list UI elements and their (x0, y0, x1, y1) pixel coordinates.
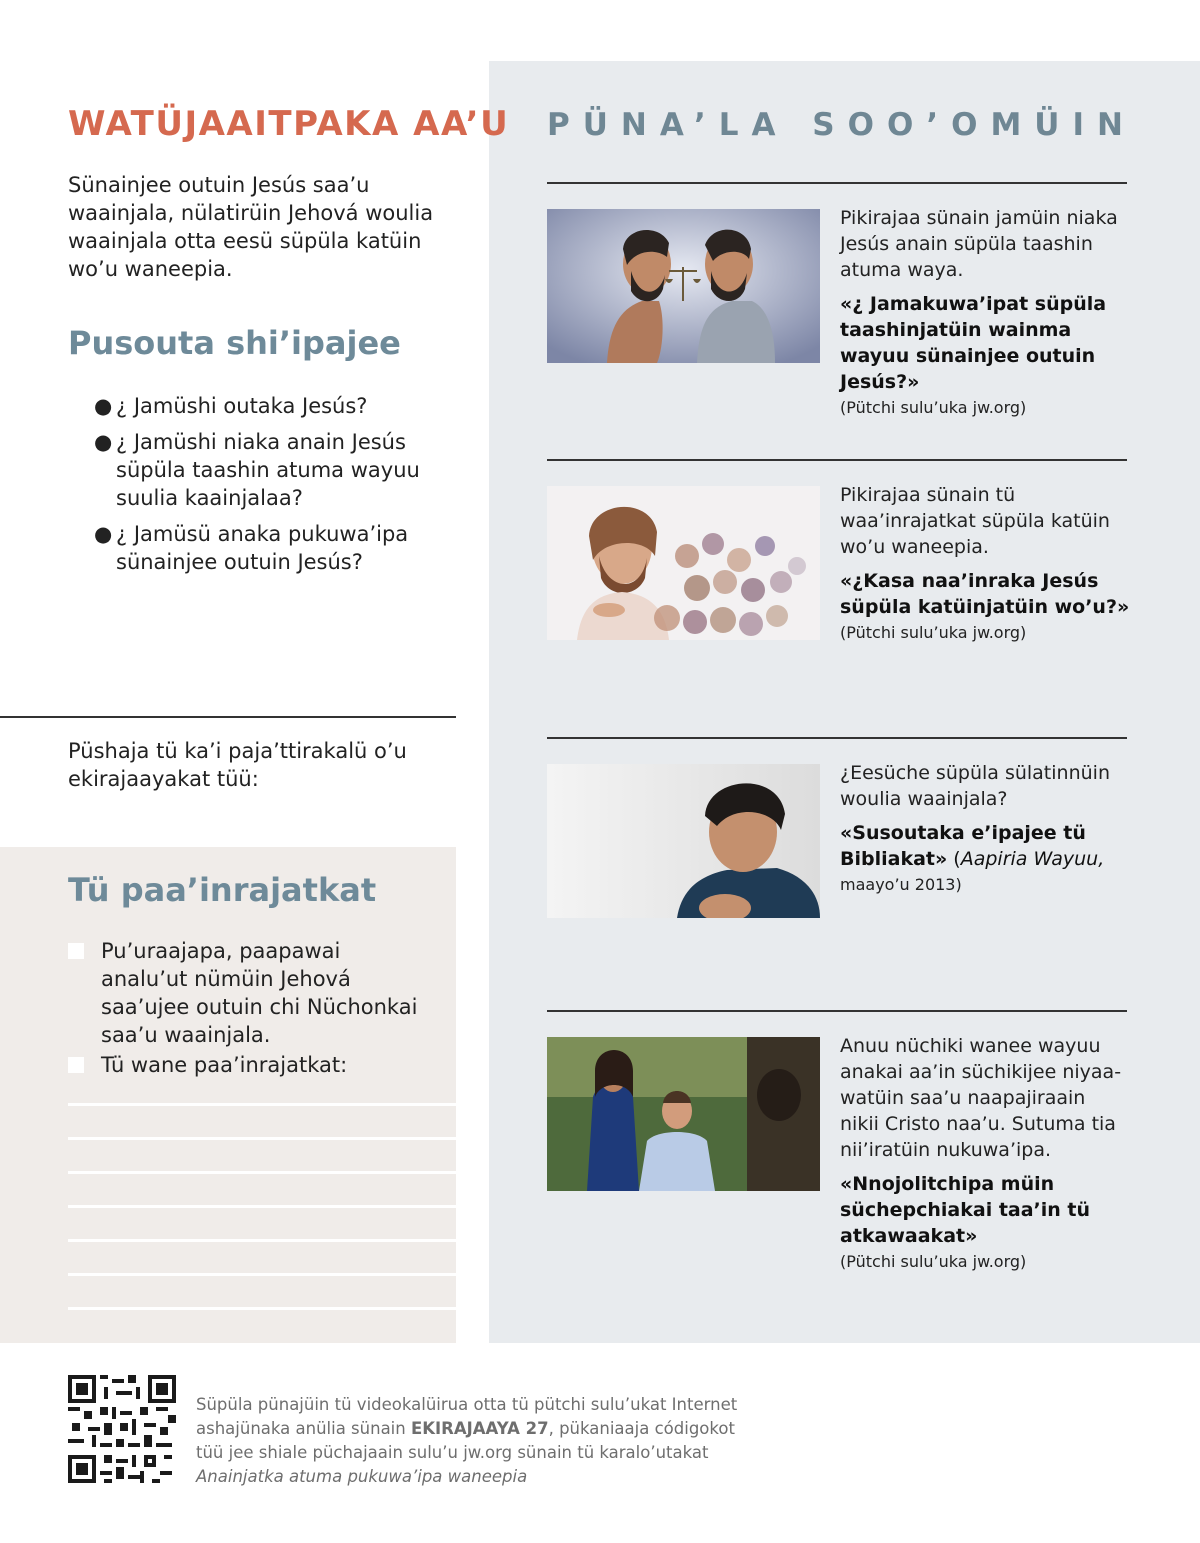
list-item (94, 392, 434, 420)
divider (0, 716, 456, 718)
two-men-scale-illustration[interactable] (547, 209, 820, 363)
goals-heading: Tü paa’inrajatkat (68, 871, 377, 909)
resource-link-title[interactable]: «¿ Jamakuwa’ipat süpüla taashinjatüin wainma wayuu sünainjee outuin Jesús?» (840, 293, 1107, 393)
resource-description: Anuu nüchiki wanee wayuu anakai aa’in süchikijee niyaawatüin saa’u naapajiraain nikii Cristo naa’u. Sutuma tia nii’iratüin nukuwa’ipa. (840, 1035, 1122, 1161)
resource-link-title[interactable]: «¿Kasa naa’inraka Jesús süpüla katüinjatüin wo’u?» (840, 570, 1130, 618)
writing-line[interactable] (68, 1239, 456, 1242)
jesus-with-crowd-illustration[interactable] (547, 486, 820, 640)
goal-text: Pu’uraajapa, paapawai analu’ut nümüin Jehová saa’ujee outuin chi Nüchonkai saa’u waainjala. (101, 939, 418, 1047)
writing-line[interactable] (68, 1137, 456, 1140)
resource-item (840, 482, 1130, 646)
goals-panel (0, 847, 456, 1343)
resource-source: (Pütchi sulu’uka jw.org) (840, 623, 1027, 642)
explore-heading: PÜNA’LA SOO’OMÜIN (547, 107, 1136, 143)
divider (547, 459, 1127, 461)
writing-line[interactable] (68, 1171, 456, 1174)
checkbox[interactable] (68, 1057, 84, 1073)
resource-source: (Pütchi sulu’uka jw.org) (840, 1252, 1027, 1271)
question-text: ¿ Jamüshi outaka Jesús? (116, 394, 368, 418)
page-title: WATÜJAAITPAKA AA’U (68, 104, 510, 144)
resource-description: ¿Eesüche süpüla sülatinnüin woulia waainjala? (840, 762, 1110, 810)
footer-instructions (196, 1393, 776, 1489)
resource-source-magazine: Aapiria Wayuu, (960, 848, 1105, 870)
list-item (94, 520, 434, 576)
resource-link-title[interactable]: «Nnojolitchipa müin süchepchiakai taa’in tü atkawaakat» (840, 1173, 1091, 1247)
two-men-scale-illustration (547, 209, 820, 363)
divider (547, 1010, 1127, 1012)
writing-line[interactable] (68, 1103, 456, 1106)
footer-line: Süpüla pünajüin tü videokalüirua otta tü pütchi sulu’ukat Internet (196, 1395, 738, 1414)
questions-heading: Pusouta shi’ipajee (68, 324, 401, 362)
writing-line[interactable] (68, 1273, 456, 1276)
qr-code[interactable] (68, 1375, 176, 1483)
footer-line: tüü jee shiale püchajaain sulu’u jw.org sünain tü karalo’utakat (196, 1443, 709, 1462)
divider (547, 182, 1127, 184)
footer-book-title: Anainjatka atuma pukuwa’ipa waneepia (196, 1467, 528, 1486)
family-outdoor-photo[interactable] (547, 1037, 820, 1191)
man-praying-photo[interactable] (547, 764, 820, 918)
divider (547, 737, 1127, 739)
resource-link-title[interactable] (840, 820, 1130, 872)
family-outdoor-photo (547, 1037, 820, 1191)
question-text: ¿ Jamüshi niaka anain Jesús süpüla taashin atuma wayuu suulia kaainjalaa? (116, 430, 420, 510)
lesson-reference: EKIRAJAAYA 27 (410, 1419, 549, 1438)
question-list (94, 392, 434, 584)
bullet-icon: ● (94, 430, 113, 454)
jesus-with-crowd-illustration (547, 486, 820, 640)
resource-item (840, 205, 1130, 421)
resource-source: maayo’u 2013) (840, 875, 962, 894)
goal-item (68, 937, 448, 1047)
intro-paragraph: Sünainjee outuin Jesús saa’u waainjala, nülatirüin Jehová woulia waainjala otta eesü süpüla katüin wo’u waneepia. (68, 173, 434, 281)
checkbox[interactable] (68, 943, 84, 959)
goal-item (68, 1051, 448, 1081)
footer-line: , pükaniaaja códigokot (548, 1419, 735, 1438)
resource-title-text: «Susoutaka e’ipajee tü Bibliakat» (840, 822, 1086, 870)
footer-line: ashajünaka anülia sünain (196, 1419, 411, 1438)
man-praying-photo (547, 764, 820, 918)
question-text: ¿ Jamüsü anaka pukuwa’ipa sünainjee outuin Jesús? (116, 522, 409, 574)
resource-description: Pikirajaa sünain jamüin niaka Jesús anain süpüla taashin atuma waya. (840, 207, 1118, 281)
list-item (94, 428, 434, 512)
bullet-icon: ● (94, 522, 113, 546)
writing-line[interactable] (68, 1307, 456, 1310)
resource-item (840, 760, 1130, 898)
next-lesson-date-label: Püshaja tü ka’i paja’ttirakalü o’u ekirajaayakat tüü: (68, 739, 407, 791)
resource-item (840, 1033, 1130, 1275)
resource-source: (Pütchi sulu’uka jw.org) (840, 398, 1027, 417)
resource-description: Pikirajaa sünain tü waa’inrajatkat süpüla katüin wo’u waneepia. (840, 484, 1110, 558)
writing-line[interactable] (68, 1205, 456, 1208)
goal-text: Tü wane paa’inrajatkat: (101, 1053, 348, 1077)
resource-source-open: ( (947, 848, 961, 870)
bullet-icon: ● (94, 394, 113, 418)
